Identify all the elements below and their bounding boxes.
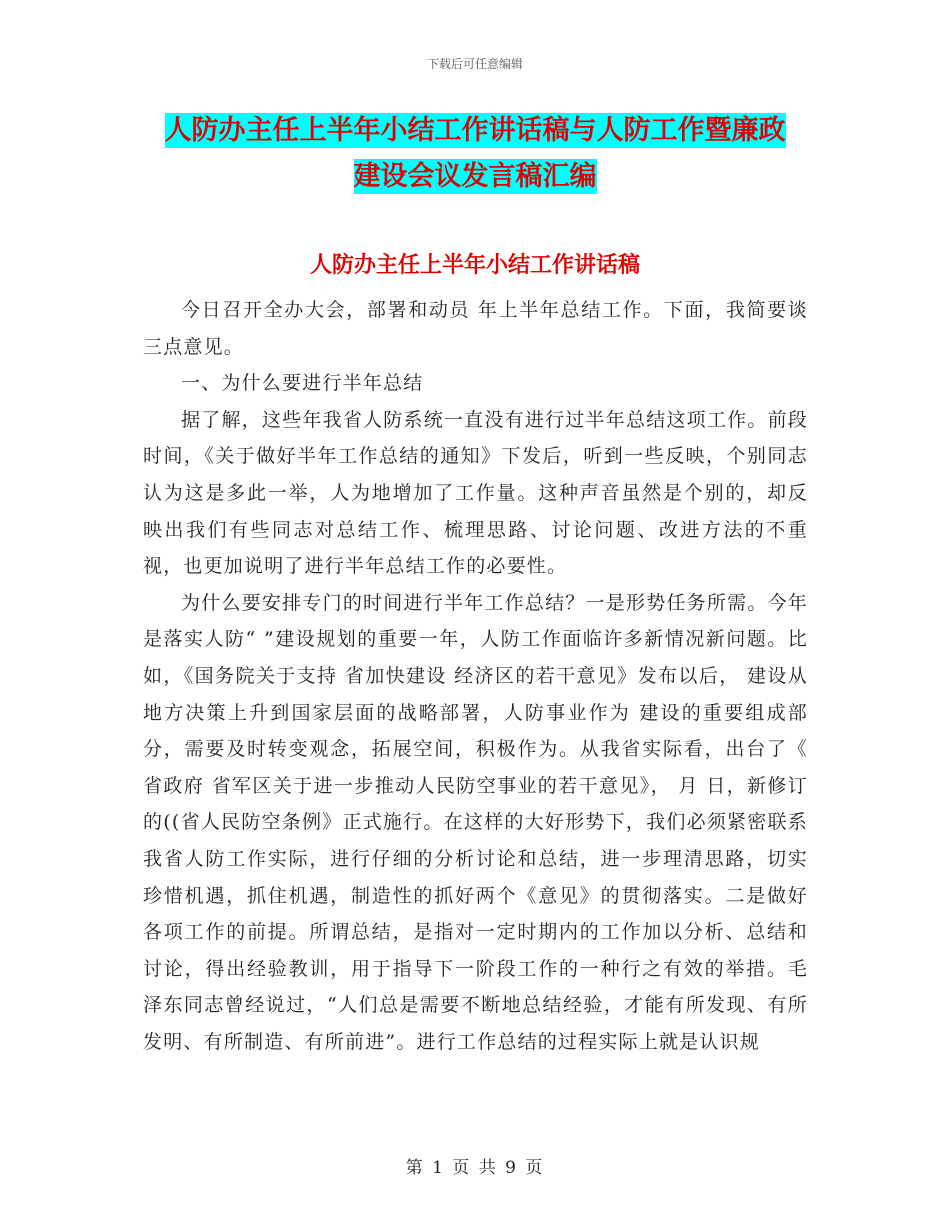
document-main-title	[120, 108, 830, 200]
paragraph-heading: 一、为什么要进行半年总结	[181, 372, 424, 395]
paragraph: 据了解，这些年我省人防系统一直没有进行过半年总结这项工作。前段时间，《关于做好半年工作总结的通知》下发后，听到一些反映，个别同志认为这是多此一举，人为地增加了工作量。这种声音虽然是个别的，却反映出我们有些同志对总结工作、梳理思路、讨论问题、改进方法的不重视，也更加说明了进行半年总结工作的必要性。	[143, 408, 808, 578]
main-title-line-1: 人防办主任上半年小结工作讲话稿与人防工作暨廉政	[164, 115, 786, 146]
paragraph: 为什么要安排专门的时间进行半年工作总结？一是形势任务所需。今年是落实人防“ ”建设规划的重要一年，人防工作面临许多新情况新问题。比如，《国务院关于支持 省加快建设 经济区的若干意见》发布以后， 建设从地方决策上升到国家层面的战略部署，人防事业作为 建设的重要组成部分，需要及时转变观念，拓展空间，积极作为。从我省实际看，出台了《 省政府 省军区关于进一步推动人民防空事业的若干意见》， 月 日，新修订的((省人民防空条例》正式施行。在这样的大好形势下，我们必须紧密联系我省人防工作实际，进行仔细的分析讨论和总结，进一步理清思路，切实珍惜机遇，抓住机遇，制造性的抓好两个《意见》的贯彻落实。二是做好各项工作的前提。所谓总结，是指对一定时期内的工作加以分析、总结和讨论，得出经验教训，用于指导下一阶段工作的一种行之有效的举措。毛泽东同志曾经说过，“人们总是需要不断地总结经验，才能有所发现、有所发明、有所制造、有所前进”。进行工作总结的过程实际上就是认识规	[143, 591, 808, 1053]
main-title-line-2: 建设会议发言稿汇编	[353, 161, 597, 192]
paragraph: 今日召开全办大会，部署和动员 年上半年总结工作。下面，我简要谈三点意见。	[143, 299, 808, 358]
section-title: 人防办主任上半年小结工作讲话稿	[309, 253, 640, 278]
document-body	[143, 292, 808, 1060]
header-note: 下载后可任意编辑	[426, 57, 523, 71]
page-number: 第 1 页 共 9 页	[405, 1158, 545, 1178]
